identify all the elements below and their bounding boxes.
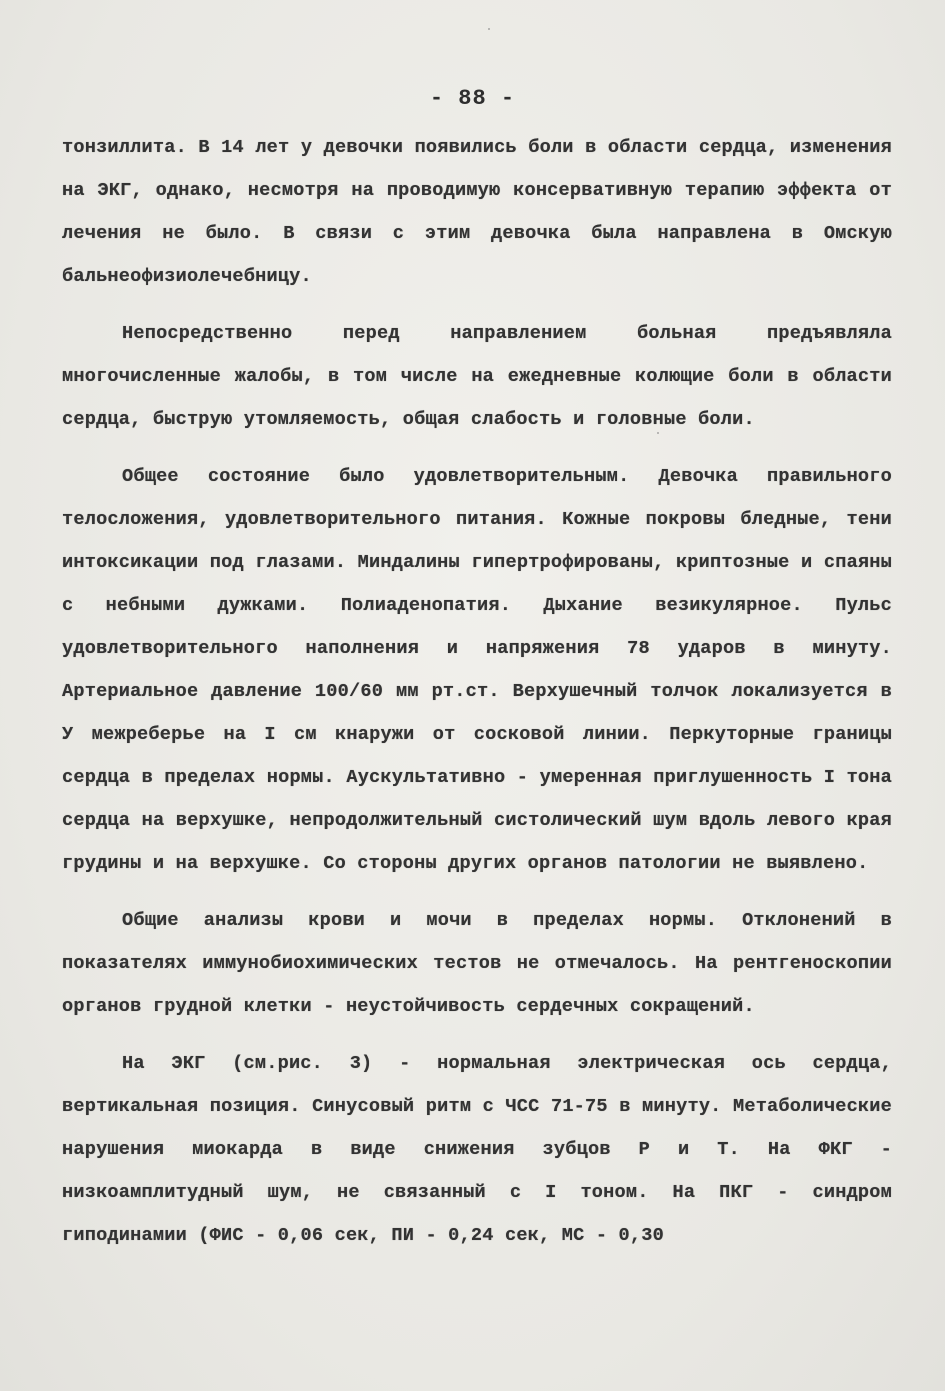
paragraph-1: тонзиллита. В 14 лет у девочки появились боли в области сердца, изменения на ЭКГ, однако, несмотря на проводимую консервативную терапию эффекта от лечения не было. В связи с этим девочка была направлена в Омскую бальнеофизиолечебницу. <box>62 137 892 287</box>
scan-speck <box>488 28 490 30</box>
page-number: - 88 - <box>429 86 516 111</box>
paragraph-4: Общие анализы крови и мочи в пределах нормы. Отклонений в показателях иммунобиохимических тестов не отмечалось. На рентгеноскопии органов грудной клетки - неустойчивость сердечных сокращений. <box>62 910 892 1017</box>
paragraph-2: Непосредственно перед направлением больная предъявляла многочисленные жалобы, в том числе на ежедневные колющие боли в области сердца, быструю утомляемость, общая слабость и головные боли. <box>62 323 892 430</box>
document-body <box>62 126 892 1257</box>
paragraph-3: Общее состояние было удовлетворительным. Девочка правильного телосложения, удовлетворительного питания. Кожные покровы бледные, тени интоксикации под глазами. Миндалины гипертрофированы, криптозные и спаяны с небными дужками. Полиаденопатия. Дыхание везикулярное. Пульс удовлетворительного наполнения и напряжения 78 ударов в минуту. Артериальное давление 100/60 мм рт.ст. Верхушечный толчок локализуется в У межреберье на I см кнаружи от сосковой линии. Перкуторные границы сердца в пределах нормы. Аускультативно - умеренная приглушенность I тона сердца на верхушке, непродолжительный систолический шум вдоль левого края грудины и на верхушке. Со стороны других органов патологии не выявлено. <box>62 466 892 874</box>
paragraph-5: На ЭКГ (см.рис. 3) - нормальная электрическая ось сердца, вертикальная позиция. Синусовый ритм с ЧСС 71-75 в минуту. Метаболические нарушения миокарда в виде снижения зубцов Р и Т. На ФКГ - низкоамплитудный шум, не связанный с I тоном. На ПКГ - синдром гиподинамии (ФИС - 0,06 сек, ПИ - 0,24 сек, МС - 0,30 <box>62 1053 892 1246</box>
scan-speck <box>657 432 659 434</box>
